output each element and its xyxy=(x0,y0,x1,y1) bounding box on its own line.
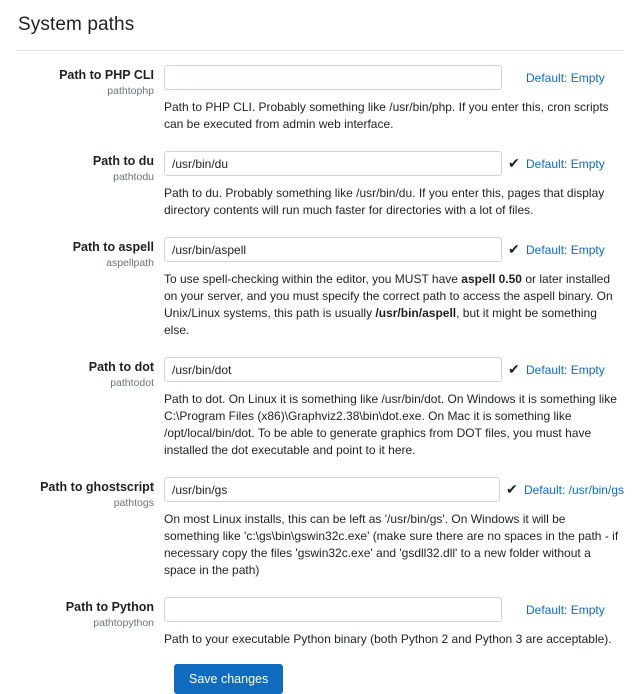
setting-body xyxy=(164,353,624,473)
setting-row xyxy=(16,61,624,147)
description-emphasis: aspell 0.50 xyxy=(461,272,522,286)
setting-row xyxy=(16,353,624,473)
setting-field-row xyxy=(164,237,624,262)
setting-label-pathtopython xyxy=(16,593,164,662)
setting-name-text: pathtodu xyxy=(113,171,154,183)
setting-field-row xyxy=(164,151,624,176)
checkmark-icon: ✔ xyxy=(508,241,520,257)
setting-field-row xyxy=(164,597,624,622)
setting-row xyxy=(16,233,624,353)
setting-name-text: pathtogs xyxy=(113,497,154,509)
setting-body xyxy=(164,61,624,147)
input-aspellpath[interactable] xyxy=(164,237,502,262)
input-pathtophp[interactable] xyxy=(164,65,502,90)
setting-field-row xyxy=(164,357,624,382)
save-changes-button[interactable]: Save changes xyxy=(174,664,283,694)
default-value-note: Default: Empty xyxy=(526,602,605,617)
setting-label-text: Path to du xyxy=(92,154,154,168)
setting-body xyxy=(164,593,624,662)
setting-field-row xyxy=(164,65,624,90)
setting-description: Path to dot. On Linux it is something like /usr/bin/dot. On Windows it is something like C:\Program Files (x86)\Graphviz2.38\bin\dot.exe. On Mac it is something like /opt/local/bin/dot. To be able to generate graphics from DOT files, you must have installed the dot executable and point to it here. xyxy=(164,392,617,457)
description-text: or later installed on your server, and you must specify the correct path to access the aspell binary. On Unix/Linux systems, this path is usually xyxy=(164,272,613,320)
setting-label-text: Path to dot xyxy=(88,360,154,374)
setting-description: Path to PHP CLI. Probably something like /usr/bin/php. If you enter this, cron scripts can be executed from admin web interface. xyxy=(164,100,609,131)
page-title: System paths xyxy=(18,14,135,35)
setting-description: Path to your executable Python binary (both Python 2 and Python 3 are acceptable). xyxy=(164,632,612,646)
default-value-note: Default: Empty xyxy=(526,70,605,85)
setting-label-text: Path to aspell xyxy=(72,240,154,254)
setting-body xyxy=(164,147,624,233)
setting-field-row xyxy=(164,477,624,502)
setting-label-pathtophp xyxy=(16,61,164,147)
setting-name-text: pathtodot xyxy=(110,377,154,389)
title-divider xyxy=(16,50,624,51)
checkmark-icon: ✔ xyxy=(508,361,520,377)
setting-label-text: Path to ghostscript xyxy=(40,480,154,494)
setting-label-pathtodot xyxy=(16,353,164,473)
setting-row xyxy=(16,473,624,593)
description-emphasis: /usr/bin/aspell xyxy=(375,306,457,320)
setting-description xyxy=(164,271,620,339)
input-pathtogs[interactable] xyxy=(164,477,500,502)
settings-list xyxy=(16,61,624,662)
form-actions xyxy=(16,664,624,694)
setting-label-pathtogs xyxy=(16,473,164,593)
checkmark-icon: ✔ xyxy=(508,155,520,171)
default-value-note: Default: Empty xyxy=(526,362,605,377)
input-pathtodu[interactable] xyxy=(164,151,502,176)
setting-body xyxy=(164,473,624,593)
setting-row xyxy=(16,593,624,662)
checkmark-icon: ✔ xyxy=(506,481,518,497)
setting-label-pathtodu xyxy=(16,147,164,233)
setting-name-text: pathtopython xyxy=(93,617,154,629)
setting-name-text: aspellpath xyxy=(106,257,154,269)
setting-row xyxy=(16,147,624,233)
default-value-note: Default: Empty xyxy=(526,242,605,257)
description-text: , but it might be something else. xyxy=(164,306,597,337)
description-text: To use spell-checking within the editor, you MUST have xyxy=(164,272,462,286)
setting-body xyxy=(164,233,624,353)
setting-label-aspellpath xyxy=(16,233,164,353)
setting-name-text: pathtophp xyxy=(107,85,154,97)
default-value-note: Default: Empty xyxy=(526,156,605,171)
input-pathtopython[interactable] xyxy=(164,597,502,622)
setting-description: Path to du. Probably something like /usr/bin/du. If you enter this, pages that display directory contents will run much faster for directories with a lot of files. xyxy=(164,186,605,217)
default-value-note: Default: /usr/bin/gs xyxy=(523,482,624,497)
setting-label-text: Path to PHP CLI xyxy=(59,68,154,82)
setting-description: On most Linux installs, this can be left as '/usr/bin/gs'. On Windows it will be something like 'c:\gs\bin\gswin32c.exe' (make sure there are no spaces in the path - if necessary copy the files 'gswin32c.exe' and 'gsdll32.dll' to a new folder without a space in the path) xyxy=(164,512,619,577)
input-pathtodot[interactable] xyxy=(164,357,502,382)
setting-label-text: Path to Python xyxy=(65,600,154,614)
